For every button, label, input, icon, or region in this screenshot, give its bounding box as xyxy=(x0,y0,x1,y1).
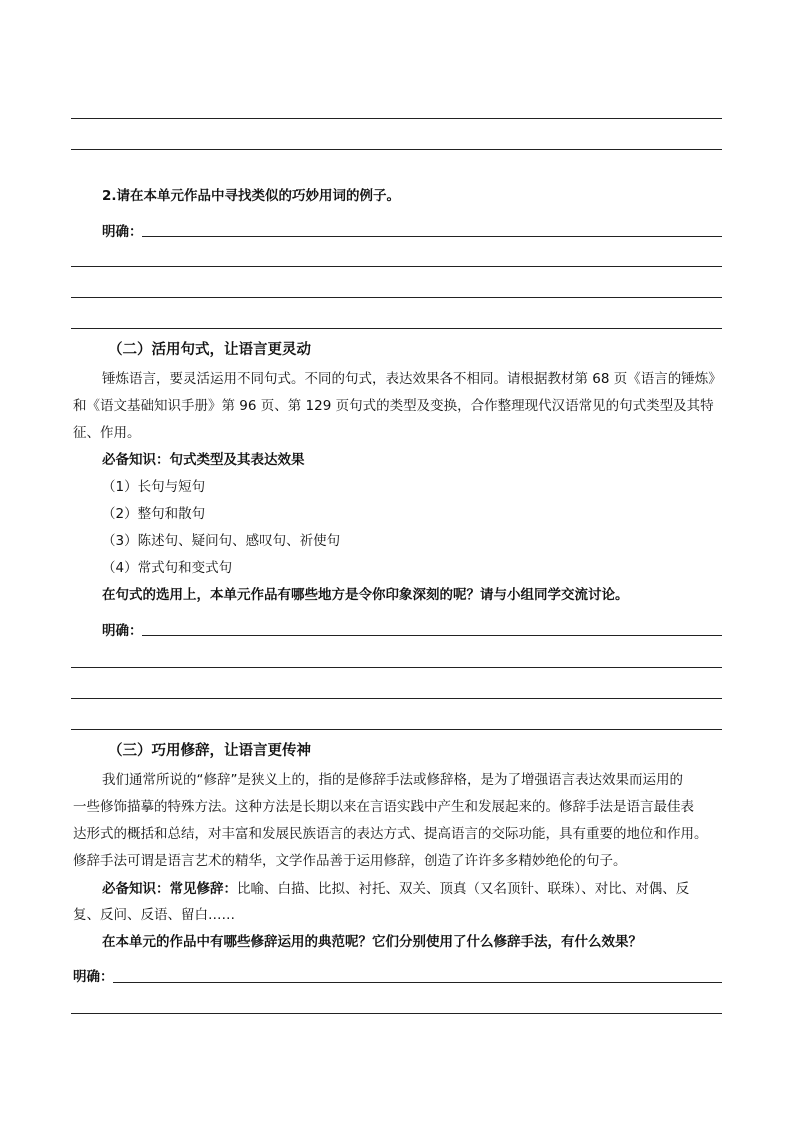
section-3-question: 在本单元的作品中有哪些修辞运用的典范呢？它们分别使用了什么修辞手法，有什么效果？ xyxy=(102,934,642,950)
section-2-paragraph: 和《语文基础知识手册》第 96 页、第 129 页句式的类型及变换，合作整理现代汉语常见的句式类型及其特 xyxy=(73,398,714,414)
knowledge-continuation: 复、反问、反语、留白…… xyxy=(73,907,235,923)
knowledge-title: 必备知识：句式类型及其表达效果 xyxy=(102,452,305,468)
answer-line xyxy=(113,982,722,983)
list-item: （1）长句与短句 xyxy=(102,479,206,495)
knowledge-line xyxy=(102,879,689,899)
section-3-paragraph: 达形式的概括和总结，对丰富和发展民族语言的表达方式、提高语言的交际功能，具有重要的地位和作用。 xyxy=(73,826,708,842)
answer-label: 明确： xyxy=(102,224,143,240)
section-2-question: 在句式的选用上，本单元作品有哪些地方是令你印象深刻的呢？请与小组同学交流讨论。 xyxy=(102,587,629,603)
answer-line xyxy=(142,236,722,237)
answer-line xyxy=(71,118,722,119)
section-2-paragraph: 锤炼语言，要灵活运用不同句式。不同的句式，表达效果各不相同。请根据教材第 68 页《语言的锤炼》 xyxy=(102,371,722,387)
section-3-paragraph: 修辞手法可谓是语言艺术的精华，文学作品善于运用修辞，创造了许许多多精妙绝伦的句子。 xyxy=(73,853,627,869)
section-3-paragraph: 一些修饰描摹的特殊方法。这种方法是长期以来在言语实践中产生和发展起来的。修辞手法是语言最佳表 xyxy=(73,799,694,815)
list-item: （2）整句和散句 xyxy=(102,506,206,522)
section-3-paragraph: 我们通常所说的“修辞”是狭义上的，指的是修辞手法或修辞格，是为了增强语言表达效果而运用的 xyxy=(102,772,683,788)
answer-line xyxy=(71,729,722,730)
answer-line xyxy=(71,149,722,150)
list-item: （3）陈述句、疑问句、感叹句、祈使句 xyxy=(102,533,341,549)
answer-line xyxy=(71,698,722,699)
answer-label: 明确： xyxy=(102,623,143,639)
answer-line xyxy=(71,297,722,298)
answer-line xyxy=(142,635,722,636)
section-2-heading: （二）活用句式，让语言更灵动 xyxy=(108,342,311,358)
answer-line xyxy=(71,667,722,668)
list-item: （4）常式句和变式句 xyxy=(102,560,233,576)
knowledge-label: 必备知识：常见修辞： xyxy=(102,881,237,897)
answer-line xyxy=(71,266,722,267)
section-2-paragraph: 征、作用。 xyxy=(73,425,141,441)
answer-label: 明确： xyxy=(73,969,114,985)
knowledge-content: 比喻、白描、比拟、衬托、双关、顶真（又名顶针、联珠）、对比、对偶、反 xyxy=(237,881,690,897)
section-3-heading: （三）巧用修辞，让语言更传神 xyxy=(108,743,311,759)
answer-line xyxy=(71,1013,722,1014)
question-2-prompt: 2.请在本单元作品中寻找类似的巧妙用词的例子。 xyxy=(102,188,401,204)
answer-line xyxy=(71,328,722,329)
